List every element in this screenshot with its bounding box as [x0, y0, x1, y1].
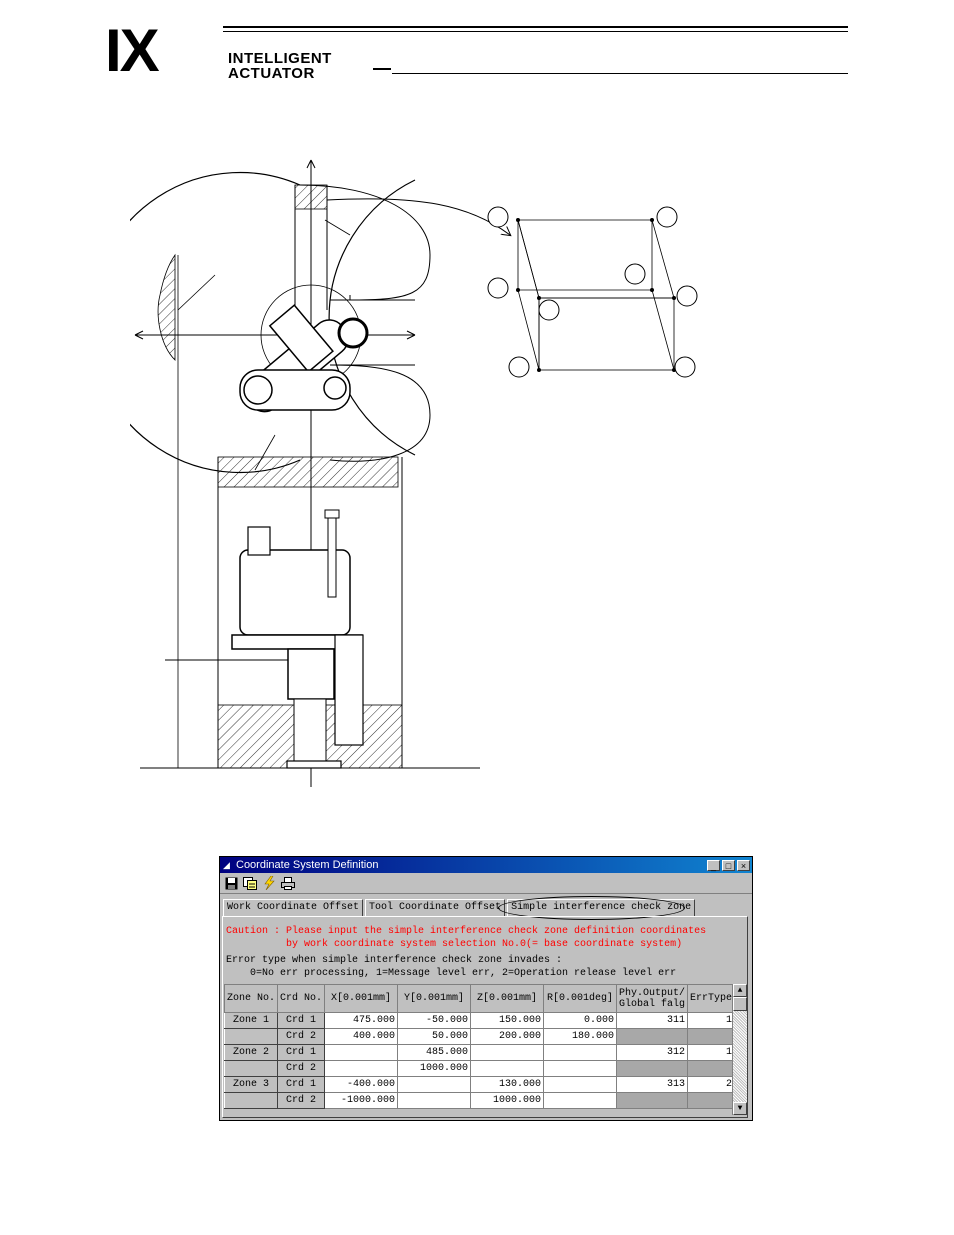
x-cell[interactable]: 400.000 — [325, 1029, 398, 1045]
zone-cell — [225, 1093, 278, 1109]
table-row — [225, 1061, 735, 1077]
error-type-cell[interactable]: 1 — [688, 1013, 735, 1029]
z-cell[interactable]: 130.000 — [471, 1077, 544, 1093]
output-flag-cell[interactable]: 311 — [617, 1013, 688, 1029]
z-cell[interactable]: 150.000 — [471, 1013, 544, 1029]
r-cell[interactable] — [544, 1093, 617, 1109]
tab-work-coordinate-offset[interactable]: Work Coordinate Offset — [223, 899, 363, 917]
coordinate-cell: Crd 1 — [278, 1013, 325, 1029]
r-cell[interactable] — [544, 1061, 617, 1077]
r-cell[interactable]: 0.000 — [544, 1013, 617, 1029]
x-cell[interactable]: -1000.000 — [325, 1093, 398, 1109]
minimize-button[interactable]: _ — [707, 860, 720, 871]
lightning-icon[interactable] — [260, 875, 278, 892]
column-header: Phy.Output/ Global falg — [617, 985, 688, 1013]
vertical-scrollbar[interactable] — [732, 984, 747, 1115]
maximize-button[interactable]: □ — [722, 860, 735, 871]
x-cell[interactable]: -400.000 — [325, 1077, 398, 1093]
tab-strip — [223, 899, 697, 917]
output-flag-cell[interactable]: 312 — [617, 1045, 688, 1061]
output-flag-cell — [617, 1093, 688, 1109]
error-type-cell — [688, 1093, 735, 1109]
logo-mark: IX — [105, 17, 158, 84]
table-row — [225, 1077, 735, 1093]
error-type-cell[interactable]: 2 — [688, 1077, 735, 1093]
column-header: Z[0.001mm] — [471, 985, 544, 1013]
brand-name: INTELLIGENT ACTUATOR — [228, 50, 332, 82]
scroll-up-arrow-icon[interactable]: ▲ — [733, 984, 747, 997]
coordinate-cell: Crd 1 — [278, 1077, 325, 1093]
output-flag-cell — [617, 1061, 688, 1077]
scroll-down-arrow-icon[interactable]: ▼ — [733, 1102, 747, 1115]
caution-message: Caution : Please input the simple interference check zone definition coordinates by work coordinate system selection No.0(= base coordinate system) — [226, 926, 707, 950]
toolbar — [220, 873, 752, 894]
column-header: Y[0.001mm] — [398, 985, 471, 1013]
coordinate-cell: Crd 2 — [278, 1029, 325, 1045]
tab-simple-interference-check-zone[interactable]: Simple interference check zone — [507, 899, 695, 917]
z-cell[interactable]: 200.000 — [471, 1029, 544, 1045]
app-logo-icon: ◢ — [223, 860, 230, 870]
load-icon[interactable] — [241, 875, 259, 892]
header-rule — [223, 26, 848, 28]
y-cell[interactable]: 485.000 — [398, 1045, 471, 1061]
zone-cell: Zone 1 — [225, 1013, 278, 1029]
r-cell[interactable]: 180.000 — [544, 1029, 617, 1045]
r-cell[interactable] — [544, 1045, 617, 1061]
zone-cell: Zone 2 — [225, 1045, 278, 1061]
column-header: ErrType — [688, 985, 735, 1013]
x-cell[interactable] — [325, 1045, 398, 1061]
table-row — [225, 1029, 735, 1045]
zone-cell: Zone 3 — [225, 1077, 278, 1093]
coordinate-cell: Crd 2 — [278, 1061, 325, 1077]
column-header: X[0.001mm] — [325, 985, 398, 1013]
window-title: Coordinate System Definition — [236, 859, 379, 871]
column-header: Crd No. — [278, 985, 325, 1013]
top-view — [130, 160, 430, 787]
error-type-note: Error type when simple interference check zone invades : 0=No err processing, 1=Message level err, 2=Operation release level err — [226, 955, 677, 979]
header-rule — [373, 68, 391, 70]
table-row — [225, 1045, 735, 1061]
r-cell[interactable] — [544, 1077, 617, 1093]
coordinate-cell: Crd 1 — [278, 1045, 325, 1061]
output-flag-cell — [617, 1029, 688, 1045]
header-rule — [223, 31, 848, 32]
zone-cell — [225, 1029, 278, 1045]
y-cell[interactable]: 1000.000 — [398, 1061, 471, 1077]
error-type-cell — [688, 1061, 735, 1077]
column-header: Zone No. — [225, 985, 278, 1013]
print-icon[interactable] — [279, 875, 297, 892]
table-row — [225, 1013, 735, 1029]
table-row — [225, 1093, 735, 1109]
error-type-cell — [688, 1029, 735, 1045]
y-cell[interactable]: 50.000 — [398, 1029, 471, 1045]
coordinate-system-definition-window[interactable] — [219, 856, 753, 1121]
save-icon[interactable] — [222, 875, 240, 892]
z-cell[interactable] — [471, 1061, 544, 1077]
output-flag-cell[interactable]: 313 — [617, 1077, 688, 1093]
error-type-cell[interactable]: 1 — [688, 1045, 735, 1061]
x-cell[interactable] — [325, 1061, 398, 1077]
title-bar[interactable] — [220, 857, 752, 873]
tab-tool-coordinate-offset[interactable]: Tool Coordinate Offset — [365, 899, 505, 917]
x-cell[interactable]: 475.000 — [325, 1013, 398, 1029]
zone-table — [224, 984, 735, 1109]
company-logo — [105, 17, 850, 84]
y-cell[interactable] — [398, 1077, 471, 1093]
coordinate-cell: Crd 2 — [278, 1093, 325, 1109]
zone-cell — [225, 1061, 278, 1077]
column-header: R[0.001deg] — [544, 985, 617, 1013]
interference-zone-box — [488, 207, 697, 377]
y-cell[interactable] — [398, 1093, 471, 1109]
header-rule — [392, 73, 848, 74]
robot-interference-zone-diagram — [130, 155, 720, 790]
close-button[interactable]: × — [737, 860, 750, 871]
scroll-thumb[interactable] — [733, 997, 747, 1011]
z-cell[interactable] — [471, 1045, 544, 1061]
z-cell[interactable]: 1000.000 — [471, 1093, 544, 1109]
y-cell[interactable]: -50.000 — [398, 1013, 471, 1029]
